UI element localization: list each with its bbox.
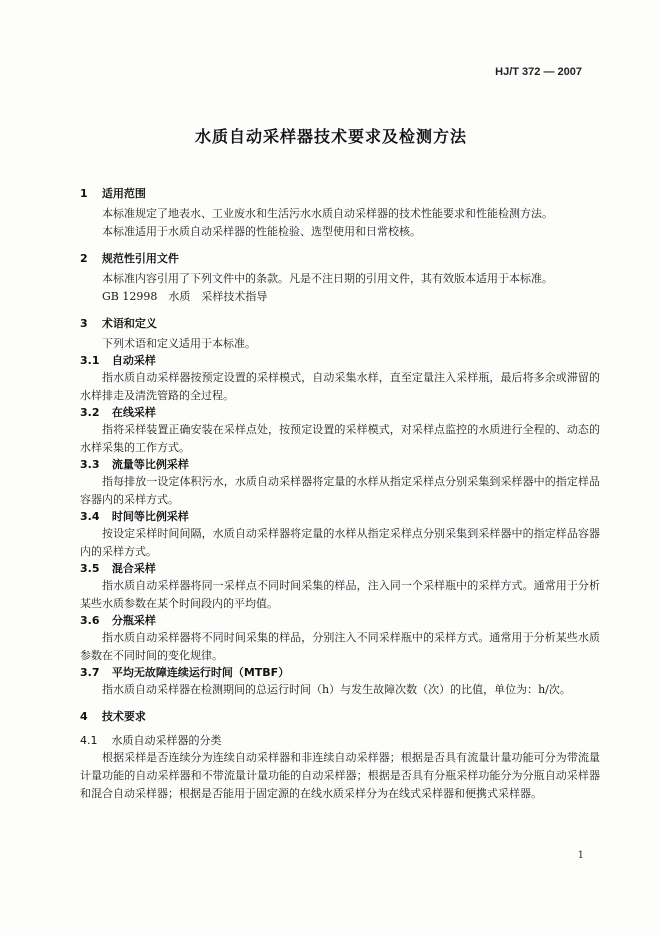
section-2-heading (80, 251, 600, 267)
subsection-title: 自动采样 (111, 354, 156, 367)
subsection-number: 4.1 (80, 734, 98, 747)
subsection-number: 3.2 (80, 406, 100, 419)
subsection-heading (80, 353, 600, 369)
subsection-number: 3.5 (80, 562, 100, 575)
paragraph: 本标准规定了地表水、工业废水和生活污水水质自动采样器的技术性能要求和性能检测方法。 (102, 207, 553, 220)
page-number: 1 (577, 850, 584, 861)
subsection-title: 时间等比例采样 (111, 510, 189, 523)
standard-code: HJ/T 372 — 2007 (495, 66, 582, 78)
subsection-title: 平均无故障连续运行时间（MTBF） (111, 666, 290, 679)
subsection-title: 在线采样 (111, 406, 156, 419)
paragraph: 下列术语和定义适用于本标准。 (102, 337, 256, 350)
section-title: 适用范围 (101, 187, 146, 200)
subsection-title: 分瓶采样 (111, 614, 156, 627)
section-title: 规范性引用文件 (101, 252, 179, 265)
document-title: 水质自动采样器技术要求及检测方法 (194, 127, 467, 146)
definition-text: 指水质自动采样器将不同时间采集的样品，分别注入不同采样瓶中的采样方式。通常用于分析某些水质参数在不同时间的变化规律。 (80, 631, 600, 662)
definition-text: 指将采样装置正确安装在采样点处，按预定设置的采样模式，对采样点监控的水质进行全程的、动态的水样采集的工作方式。 (80, 423, 600, 454)
subsection-title: 水质自动采样器的分类 (111, 734, 222, 747)
subsection-heading (80, 613, 600, 629)
section-3-heading (80, 316, 600, 332)
section-4-heading (80, 709, 600, 725)
document-body (80, 186, 600, 803)
paragraph: 本标准适用于水质自动采样器的性能检验、选型使用和日常校核。 (102, 225, 421, 238)
definition-text: 指水质自动采样器按预定设置的采样模式，自动采集水样，直至定量注入采样瓶，最后将多余或滞留的水样排走及清洗管路的全过程。 (80, 371, 600, 402)
subsection-heading (80, 405, 600, 421)
subsection-heading (80, 561, 600, 577)
paragraph: 本标准内容引用了下列文件中的条款。凡是不注日期的引用文件，其有效版本适用于本标准。 (102, 272, 553, 285)
section-title: 技术要求 (101, 710, 146, 723)
subsection-number: 3.1 (80, 354, 100, 367)
subsection-title: 混合采样 (111, 562, 156, 575)
section-number: 3 (80, 317, 88, 330)
subsection-title: 流量等比例采样 (111, 458, 189, 471)
subsection-heading (80, 665, 600, 681)
section-number: 1 (80, 187, 88, 200)
definition-text: 指每排放一设定体积污水，水质自动采样器将定量的水样从指定采样点分别采集到采样器中的指定样品容器内的采样方式。 (80, 475, 600, 506)
subsection-number: 3.6 (80, 614, 100, 627)
subsection-heading (80, 509, 600, 525)
reference-item: GB 12998 水质 采样技术指导 (102, 290, 268, 303)
definition-text: 按设定采样时间间隔，水质自动采样器将定量的水样从指定采样点分别采集到采样器中的指定样品容器内的采样方式。 (80, 527, 600, 558)
section-title: 术语和定义 (101, 317, 157, 330)
definition-text: 指水质自动采样器将同一采样点不同时间采集的样品，注入同一个采样瓶中的采样方式。通常用于分析某些水质参数在某个时间段内的平均值。 (80, 579, 600, 610)
definition-text: 指水质自动采样器在检测期间的总运行时间（h）与发生故障次数（次）的比值，单位为：h/次。 (102, 683, 571, 696)
section-number: 4 (80, 710, 88, 723)
subsection-number: 3.4 (80, 510, 100, 523)
section-1-heading (80, 186, 600, 202)
subsection-heading (80, 457, 600, 473)
section-number: 2 (80, 252, 88, 265)
subsection-number: 3.3 (80, 458, 100, 471)
subsection-heading (80, 733, 600, 749)
paragraph: 根据采样是否连续分为连续自动采样器和非连续自动采样器；根据是否具有流量计量功能可分为带流量计量功能的自动采样器和不带流量计量功能的自动采样器；根据是否具有分瓶采样功能分为分瓶自动采样器和混合自动采样器；根据是否能用于固定源的在线水质采样分为在线式采样器和便携式采样器。 (80, 751, 600, 800)
subsection-number: 3.7 (80, 666, 100, 679)
